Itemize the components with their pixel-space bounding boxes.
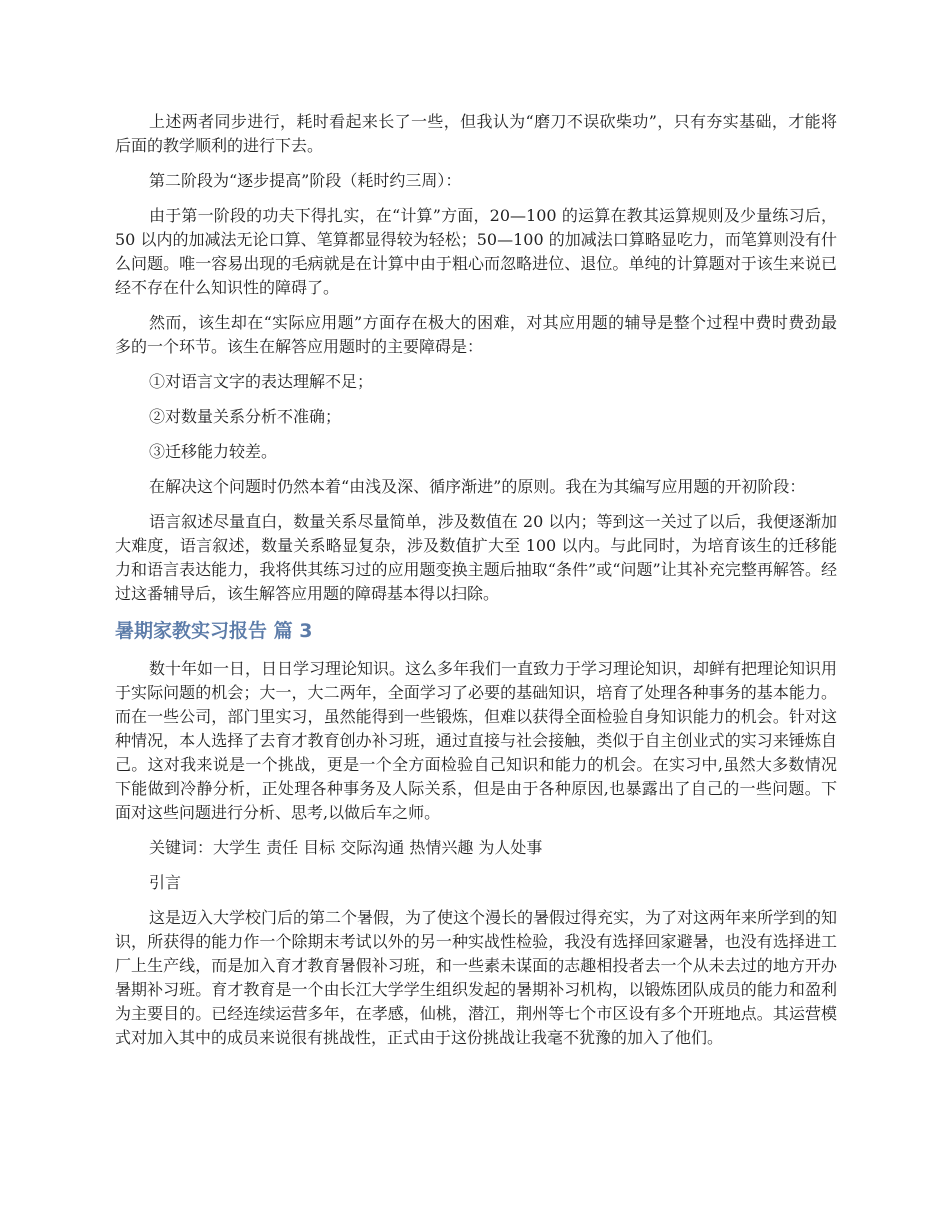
paragraph-word-problem-difficulty: 然而，该生却在“实际应用题”方面存在极大的困难，对其应用题的辅导是整个过程中费时费劲最多的一个环节。该生在解答应用题时的主要障碍是： [115, 313, 837, 356]
paragraph-calculation-progress: 由于第一阶段的功夫下得扎实，在“计算”方面，20—100 的运算在教其运算规则及少量练习后，50 以内的加减法无论口算、笔算都显得较为轻松；50—100 的加减法口算略显吃力，而笔算则没有什么问题。唯一容易出现的毛病就是在计算中由于粗心而忽略进位、退位。单纯的计算题对于该生来说已经不存在什么知识性的障碍了。 [115, 206, 837, 297]
list-item-obstacle-2: ②对数量关系分析不准确； [149, 407, 342, 426]
paragraph-preface-label: 引言 [149, 873, 182, 892]
paragraph-stage-two-title: 第二阶段为“逐步提高”阶段（耗时约三周）： [149, 171, 462, 190]
document-page [115, 110, 837, 1061]
section-heading: 暑期家教实习报告 篇 3 [115, 620, 313, 642]
list-item-obstacle-1: ①对语言文字的表达理解不足； [149, 372, 374, 391]
paragraph-summer-background: 这是迈入大学校门后的第二个暑假，为了使这个漫长的暑假过得充实，为了对这两年来所学到的知识，所获得的能力作一个除期末考试以外的另一种实战性检验，我没有选择回家避暑，也没有选择进工厂上生产线，而是加入育才教育暑假补习班，和一些素未谋面的志趣相投者去一个从未去过的地方开办暑期补习班。育才教育是一个由长江大学学生组织发起的暑期补习机构，以锻炼团队成员的能力和盈利为主要目的。已经连续运营多年，在孝感，仙桃，潜江，荆州等七个市区设有多个开班地点。其运营模式对加入其中的成员来说很有挑战性，正式由于这份挑战让我毫不犹豫的加入了他们。 [115, 908, 838, 1047]
paragraph-tutoring-method: 语言叙述尽量直白，数量关系尽量简单，涉及数值在 20 以内；等到这一关过了以后，我便逐渐加大难度，语言叙述，数量关系略显复杂，涉及数值扩大至 100 以内。与此同时，为培育该生的迁移能力和语言表达能力，我将供其练习过的应用题变换主题后抽取“条件”或“问题”让其补充完整再解答。经过这番辅导后，该生解答应用题的障碍基本得以扫除。 [115, 512, 837, 603]
list-item-obstacle-3: ③迁移能力较差。 [149, 442, 278, 461]
paragraph-sync-progress: 上述两者同步进行，耗时看起来长了一些，但我认为“磨刀不误砍柴功”，只有夯实基础，才能将后面的教学顺利的进行下去。 [115, 112, 837, 155]
paragraph-introduction: 数十年如一日，日日学习理论知识。这么多年我们一直致力于学习理论知识，却鲜有把理论知识用于实际问题的机会；大一，大二两年，全面学习了必要的基础知识，培育了处理各种事务的基本能力。而在一些公司，部门里实习，虽然能得到一些锻炼，但难以获得全面检验自身知识能力的机会。针对这种情况，本人选择了去育才教育创办补习班，通过直接与社会接触，类似于自主创业式的实习来锤炼自己。这对我来说是一个挑战，更是一个全方面检验自己知识和能力的机会。在实习中,虽然大多数情况下能做到冷静分析，正处理各种事务及人际关系，但是由于各种原因,也暴露出了自己的一些问题。下面对这些问题进行分析、思考,以做后车之师。 [115, 659, 838, 822]
paragraph-principle: 在解决这个问题时仍然本着“由浅及深、循序渐进”的原则。我在为其编写应用题的开初阶段： [149, 477, 806, 496]
paragraph-keywords: 关键词：大学生 责任 目标 交际沟通 热情兴趣 为人处事 [149, 838, 543, 857]
